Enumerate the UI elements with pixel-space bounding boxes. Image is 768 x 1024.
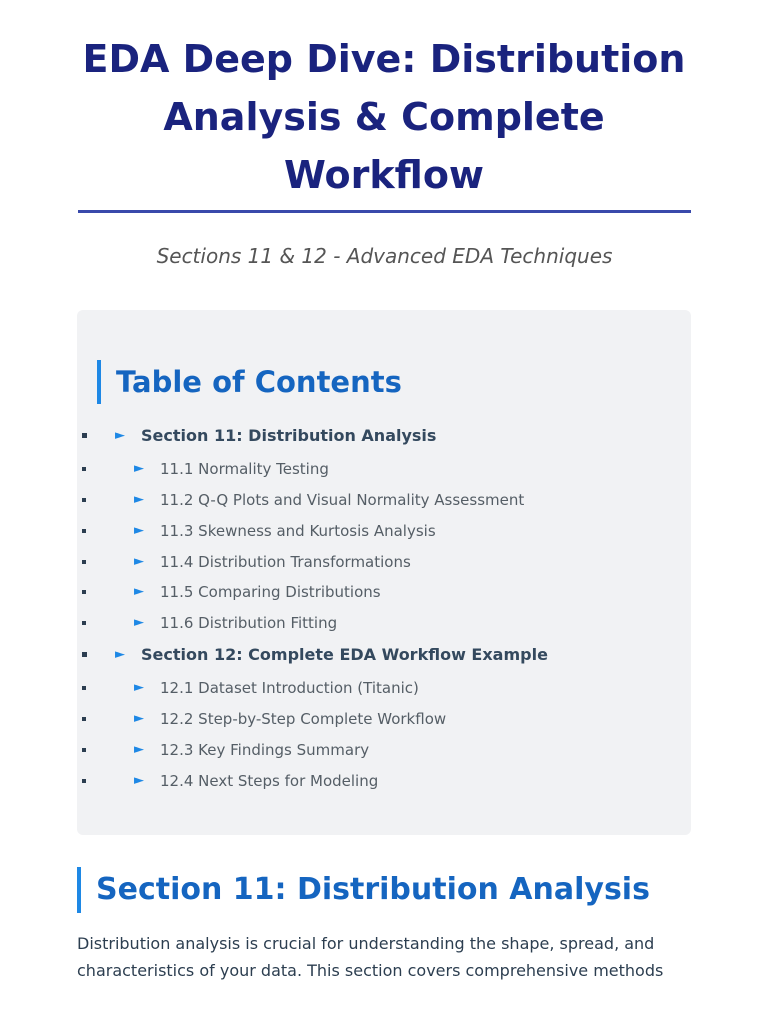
toc-subsection-link[interactable] — [77, 551, 677, 573]
triangle-arrow-icon: ► — [115, 647, 125, 662]
triangle-arrow-icon: ► — [134, 584, 144, 599]
toc-subsection-link[interactable] — [77, 581, 677, 603]
toc-section-link[interactable] — [77, 425, 677, 447]
toc-subsection-link[interactable] — [77, 770, 677, 792]
square-bullet-icon — [82, 467, 86, 471]
table-of-contents — [77, 310, 691, 835]
triangle-arrow-icon: ► — [115, 428, 125, 443]
document-title: EDA Deep Dive: Distribution Analysis & Complete Workflow — [82, 37, 686, 197]
triangle-arrow-icon: ► — [134, 615, 144, 630]
square-bullet-icon — [82, 529, 86, 533]
square-bullet-icon — [82, 621, 86, 625]
square-bullet-icon — [82, 590, 86, 594]
section-11-heading: Section 11: Distribution Analysis — [77, 867, 650, 913]
square-bullet-icon — [82, 652, 87, 657]
triangle-arrow-icon: ► — [134, 773, 144, 788]
triangle-arrow-icon: ► — [134, 680, 144, 695]
toc-item-label: 11.2 Q-Q Plots and Visual Normality Assessment — [160, 491, 525, 509]
toc-subsection-link[interactable] — [77, 520, 677, 542]
triangle-arrow-icon: ► — [134, 554, 144, 569]
section-11-intro: Distribution analysis is crucial for understanding the shape, spread, and characteristics of your data. This section covers comprehensive methods — [77, 934, 664, 980]
toc-item-label: 11.4 Distribution Transformations — [160, 553, 411, 571]
square-bullet-icon — [82, 560, 86, 564]
toc-item-label: 11.3 Skewness and Kurtosis Analysis — [160, 522, 436, 540]
toc-subsection-link[interactable] — [77, 489, 677, 511]
toc-item-label: 12.1 Dataset Introduction (Titanic) — [160, 679, 419, 697]
toc-subsection-link[interactable] — [77, 739, 677, 761]
toc-item-label: 12.2 Step-by-Step Complete Workflow — [160, 710, 447, 728]
toc-item-label: Section 11: Distribution Analysis — [141, 426, 437, 445]
toc-item-label: 12.4 Next Steps for Modeling — [160, 772, 379, 790]
square-bullet-icon — [82, 498, 86, 502]
toc-heading: Table of Contents — [97, 360, 402, 404]
toc-subsection-link[interactable] — [77, 612, 677, 634]
toc-item-label: 11.1 Normality Testing — [160, 460, 329, 478]
document-subtitle: Sections 11 & 12 - Advanced EDA Techniques — [156, 244, 613, 268]
triangle-arrow-icon: ► — [134, 461, 144, 476]
toc-subsection-link[interactable] — [77, 458, 677, 480]
triangle-arrow-icon: ► — [134, 523, 144, 538]
title-divider — [78, 210, 691, 213]
toc-subsection-link[interactable] — [77, 708, 677, 730]
toc-section-link[interactable] — [77, 644, 677, 666]
square-bullet-icon — [82, 717, 86, 721]
triangle-arrow-icon: ► — [134, 742, 144, 757]
toc-item-label: Section 12: Complete EDA Workflow Example — [141, 645, 548, 664]
toc-item-label: 11.5 Comparing Distributions — [160, 583, 381, 601]
square-bullet-icon — [82, 779, 86, 783]
square-bullet-icon — [82, 748, 86, 752]
toc-subsection-link[interactable] — [77, 677, 677, 699]
toc-item-label: 12.3 Key Findings Summary — [160, 741, 370, 759]
toc-item-label: 11.6 Distribution Fitting — [160, 614, 338, 632]
square-bullet-icon — [82, 686, 86, 690]
triangle-arrow-icon: ► — [134, 492, 144, 507]
triangle-arrow-icon: ► — [134, 711, 144, 726]
square-bullet-icon — [82, 433, 87, 438]
